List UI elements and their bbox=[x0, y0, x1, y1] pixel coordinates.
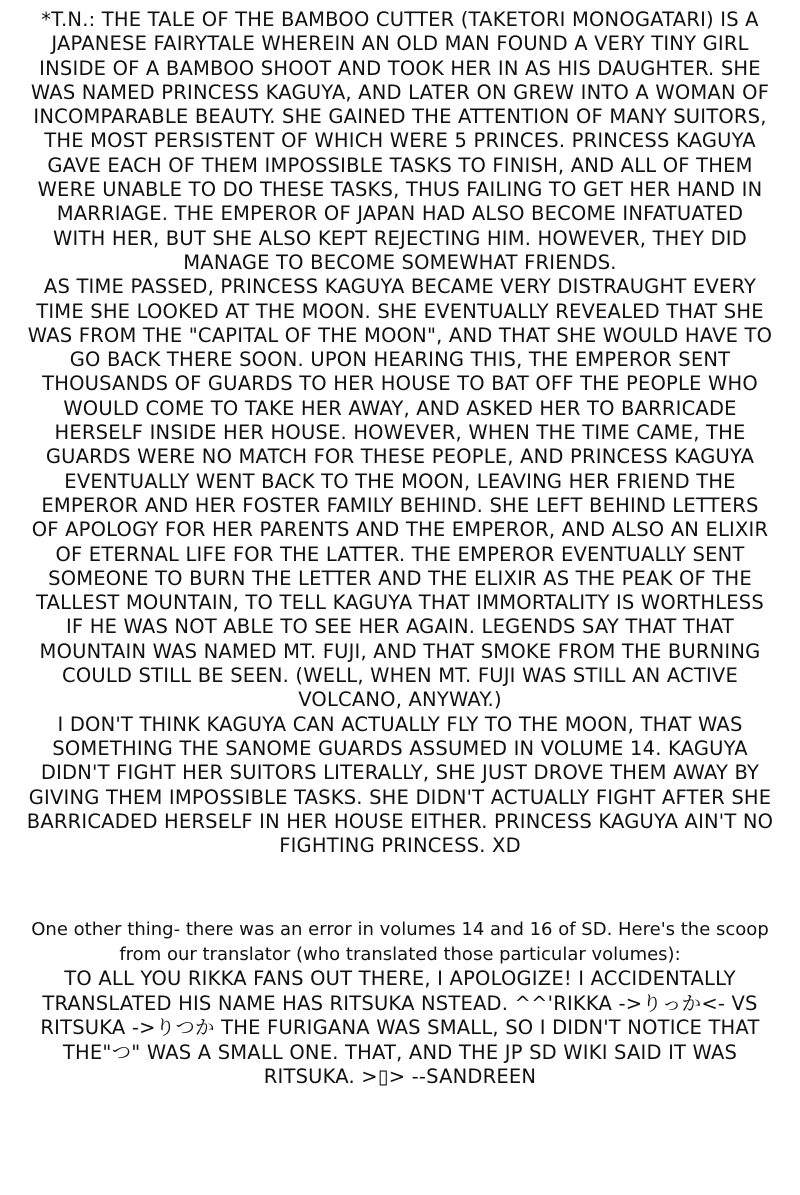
translator-note-line: EVENTUALLY WENT BACK TO THE MOON, LEAVING HER FRIEND THE bbox=[64, 469, 736, 493]
translator-note-line: THE MOST PERSISTENT OF WHICH WERE 5 PRINCES. PRINCESS KAGUYA bbox=[44, 129, 756, 153]
translator-note-line: WERE UNABLE TO DO THESE TASKS, THUS FAILING TO GET HER HAND IN bbox=[37, 178, 763, 202]
errata-line: TRANSLATED HIS NAME HAS RITSUKA NSTEAD. ^^'RIKKA ->りっか<- VS bbox=[42, 991, 758, 1015]
translator-note-line: TIME SHE LOOKED AT THE MOON. SHE EVENTUALLY REVEALED THAT SHE bbox=[36, 299, 764, 323]
translator-note-line: HERSELF INSIDE HER HOUSE. HOWEVER, WHEN THE TIME CAME, THE bbox=[54, 421, 746, 445]
translator-note-line: WITH HER, BUT SHE ALSO KEPT REJECTING HIM. HOWEVER, THEY DID bbox=[53, 226, 747, 250]
translator-note-line: GIVING THEM IMPOSSIBLE TASKS. SHE DIDN'T ACTUALLY FIGHT AFTER SHE bbox=[28, 785, 772, 809]
translator-note-line: BARRICADED HERSELF IN HER HOUSE EITHER. PRINCESS KAGUYA AIN'T NO bbox=[26, 809, 774, 833]
translator-note-line: WAS NAMED PRINCESS KAGUYA, AND LATER ON GREW INTO A WOMAN OF bbox=[30, 80, 770, 104]
translator-note-line: AS TIME PASSED, PRINCESS KAGUYA BECAME VERY DISTRAUGHT EVERY bbox=[43, 275, 757, 299]
errata-intro-line: One other thing- there was an error in volumes 14 and 16 of SD. Here's the scoop bbox=[31, 919, 769, 940]
translator-note-line: VOLCANO, ANYWAY.) bbox=[298, 688, 502, 712]
errata-note bbox=[22, 918, 778, 1090]
translator-note bbox=[22, 8, 778, 858]
translator-note-line: *T.N.: THE TALE OF THE BAMBOO CUTTER (TAKETORI MONOGATARI) IS A bbox=[41, 8, 759, 31]
translator-note-line: SOMETHING THE SANOME GUARDS ASSUMED IN VOLUME 14. KAGUYA bbox=[52, 736, 748, 760]
translator-note-line: MOUNTAIN WAS NAMED MT. FUJI, AND THAT SMOKE FROM THE BURNING bbox=[39, 639, 761, 663]
translator-note-line: MANAGE TO BECOME SOMEWHAT FRIENDS. bbox=[183, 250, 617, 274]
translator-note-line: TALLEST MOUNTAIN, TO TELL KAGUYA THAT IMMORTALITY IS WORTHLESS bbox=[36, 591, 764, 615]
errata-line: RITSUKA ->りつか THE FURIGANA WAS SMALL, SO I DIDN'T NOTICE THAT bbox=[40, 1016, 760, 1039]
translator-note-line: GO BACK THERE SOON. UPON HEARING THIS, THE EMPEROR SENT bbox=[69, 348, 731, 372]
translator-note-line: GUARDS WERE NO MATCH FOR THESE PEOPLE, AND PRINCESS KAGUYA bbox=[45, 445, 755, 469]
translator-note-line: SOMEONE TO BURN THE LETTER AND THE ELIXIR AS THE PEAK OF THE bbox=[48, 566, 752, 590]
translator-note-line: OF APOLOGY FOR HER PARENTS AND THE EMPEROR, AND ALSO AN ELIXIR bbox=[31, 518, 769, 542]
translator-note-line: MARRIAGE. THE EMPEROR OF JAPAN HAD ALSO BECOME INFATUATED bbox=[56, 202, 744, 226]
translator-note-line: THOUSANDS OF GUARDS TO HER HOUSE TO BAT OFF THE PEOPLE WHO bbox=[42, 372, 758, 396]
translator-note-line: COULD STILL BE SEEN. (WELL, WHEN MT. FUJI WAS STILL AN ACTIVE bbox=[62, 664, 738, 688]
translator-note-line: EMPEROR AND HER FOSTER FAMILY BEHIND. SHE LEFT BEHIND LETTERS bbox=[41, 493, 759, 517]
translator-note-line: INCOMPARABLE BEAUTY. SHE GAINED THE ATTENTION OF MANY SUITORS, bbox=[33, 105, 767, 129]
translator-note-line: DIDN'T FIGHT HER SUITORS LITERALLY, SHE JUST DROVE THEM AWAY BY bbox=[40, 761, 760, 785]
translator-note-line: WAS FROM THE "CAPITAL OF THE MOON", AND THAT SHE WOULD HAVE TO bbox=[27, 323, 773, 347]
errata-line: THE"つ" WAS A SMALL ONE. THAT, AND THE JP SD WIKI SAID IT WAS bbox=[62, 1040, 738, 1064]
errata-intro-line: from our translator (who translated those particular volumes): bbox=[119, 943, 681, 965]
errata-line: RITSUKA. >▯> --SANDREEN bbox=[263, 1065, 537, 1088]
translator-note-line: FIGHTING PRINCESS. XD bbox=[279, 834, 521, 858]
translator-note-line: JAPANESE FAIRYTALE WHEREIN AN OLD MAN FOUND A VERY TINY GIRL bbox=[51, 32, 749, 56]
translator-note-line: GAVE EACH OF THEM IMPOSSIBLE TASKS TO FINISH, AND ALL OF THEM bbox=[47, 153, 753, 177]
translator-note-line: INSIDE OF A BAMBOO SHOOT AND TOOK HER IN AS HIS DAUGHTER. SHE bbox=[39, 56, 761, 80]
translator-note-line: I DON'T THINK KAGUYA CAN ACTUALLY FLY TO THE MOON, THAT WAS bbox=[57, 712, 743, 736]
translator-note-line: OF ETERNAL LIFE FOR THE LATTER. THE EMPEROR EVENTUALLY SENT bbox=[55, 542, 745, 566]
translator-note-line: WOULD COME TO TAKE HER AWAY, AND ASKED HER TO BARRICADE bbox=[63, 396, 737, 420]
translator-note-line: IF HE WAS NOT ABLE TO SEE HER AGAIN. LEGENDS SAY THAT THAT bbox=[65, 615, 735, 639]
errata-line: TO ALL YOU RIKKA FANS OUT THERE, I APOLOGIZE! I ACCIDENTALLY bbox=[64, 967, 736, 990]
